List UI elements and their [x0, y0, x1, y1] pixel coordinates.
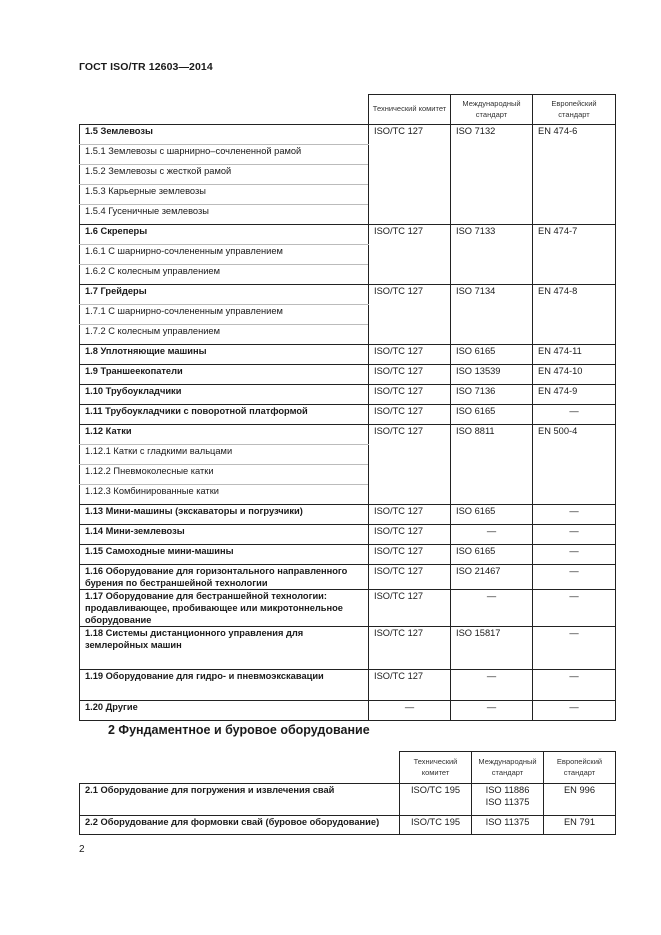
european-standard-cell: — [533, 627, 616, 670]
international-standard-cell: ISO 6165 [451, 345, 533, 365]
international-standard-cell: ISO 7134 [451, 285, 533, 345]
international-standard-cell: — [451, 670, 533, 701]
column-header-committee: Технический комитет [369, 95, 451, 125]
european-standard-cell: — [533, 545, 616, 565]
equipment-table-1 [79, 94, 616, 721]
international-standard-cell: — [451, 701, 533, 721]
table-row [80, 125, 616, 145]
row-subtitle: 1.5.3 Карьерные землевозы [80, 185, 369, 205]
committee-cell: ISO/TC 127 [369, 627, 451, 670]
row-subtitle: 1.5.4 Гусеничные землевозы [80, 205, 369, 225]
row-subtitle: 1.6.1 С шарнирно-сочлененным управлением [80, 245, 369, 265]
committee-cell: ISO/TC 127 [369, 365, 451, 385]
european-standard-cell: EN 791 [544, 816, 616, 835]
european-standard-cell: EN 474-8 [533, 285, 616, 345]
committee-cell: ISO/TC 127 [369, 405, 451, 425]
committee-cell: ISO/TC 127 [369, 225, 451, 285]
international-standard-cell: ISO 7136 [451, 385, 533, 405]
equipment-table-2 [79, 751, 616, 835]
european-standard-cell: EN 996 [544, 784, 616, 816]
european-standard-cell: — [533, 590, 616, 627]
row-title: 1.8 Уплотняющие машины [80, 345, 369, 365]
european-standard-cell: EN 474-11 [533, 345, 616, 365]
european-standard-cell: — [533, 565, 616, 590]
header-blank-cell [80, 752, 400, 784]
european-standard-cell: EN 474-9 [533, 385, 616, 405]
section-2-title: 2 Фундаментное и буровое оборудование [108, 723, 370, 737]
international-standard-cell: ISO 7133 [451, 225, 533, 285]
european-standard-cell: — [533, 405, 616, 425]
european-standard-cell: EN 474-6 [533, 125, 616, 225]
row-title: 1.5 Землевозы [80, 125, 369, 145]
international-standard-cell: ISO 6165 [451, 405, 533, 425]
standard-code: ISO 11886 [485, 785, 530, 795]
table-row [80, 505, 616, 525]
international-standard-cell: ISO 6165 [451, 545, 533, 565]
table-row [80, 425, 616, 445]
table-row [80, 345, 616, 365]
table-row [80, 784, 616, 816]
committee-cell: ISO/TC 127 [369, 670, 451, 701]
row-title: 1.20 Другие [80, 701, 369, 721]
page-number: 2 [79, 844, 85, 855]
committee-cell: ISO/TC 127 [369, 565, 451, 590]
table-row [80, 565, 616, 590]
row-title: 1.6 Скреперы [80, 225, 369, 245]
table-row [80, 285, 616, 305]
row-title: 1.13 Мини-машины (экскаваторы и погрузчики) [80, 505, 369, 525]
row-title: 1.16 Оборудование для горизонтального направленного бурения по бестраншейной технологии [80, 565, 369, 590]
row-title: 1.17 Оборудование для бестраншейной технологии: продавливающее, пробивающее или микротоннельное оборудование [80, 590, 369, 627]
table-row [80, 816, 616, 835]
header-blank-cell [80, 95, 369, 125]
row-title: 1.10 Трубоукладчики [80, 385, 369, 405]
document-header: ГОСТ ISO/TR 12603—2014 [79, 61, 213, 73]
committee-cell: ISO/TC 127 [369, 385, 451, 405]
international-standard-cell [472, 784, 544, 816]
european-standard-cell: — [533, 701, 616, 721]
committee-cell: ISO/TC 195 [400, 816, 472, 835]
row-title: 1.12 Катки [80, 425, 369, 445]
standard-code: ISO 11375 [485, 797, 530, 807]
row-title: 1.11 Трубоукладчики с поворотной платформой [80, 405, 369, 425]
column-header-international-standard: Международный стандарт [451, 95, 533, 125]
international-standard-cell: — [451, 590, 533, 627]
committee-cell: ISO/TC 127 [369, 505, 451, 525]
european-standard-cell: — [533, 670, 616, 701]
table-row [80, 545, 616, 565]
committee-cell: — [369, 701, 451, 721]
row-title: 2.1 Оборудование для погружения и извлечения свай [80, 784, 400, 816]
row-title: 1.9 Траншеекопатели [80, 365, 369, 385]
international-standard-cell: ISO 21467 [451, 565, 533, 590]
row-title: 1.14 Мини-землевозы [80, 525, 369, 545]
international-standard-cell: ISO 8811 [451, 425, 533, 505]
table-row [80, 525, 616, 545]
international-standard-cell: ISO 6165 [451, 505, 533, 525]
column-header-international-standard: Международный стандарт [472, 752, 544, 784]
committee-cell: ISO/TC 127 [369, 285, 451, 345]
table-row [80, 670, 616, 701]
row-subtitle: 1.5.1 Землевозы с шарнирно–сочлененной рамой [80, 145, 369, 165]
table-header-row [80, 752, 616, 784]
row-subtitle: 1.5.2 Землевозы с жесткой рамой [80, 165, 369, 185]
committee-cell: ISO/TC 127 [369, 345, 451, 365]
row-title: 1.15 Самоходные мини-машины [80, 545, 369, 565]
column-header-european-standard: Европейский стандарт [544, 752, 616, 784]
european-standard-cell: — [533, 505, 616, 525]
row-title: 1.7 Грейдеры [80, 285, 369, 305]
row-title: 1.19 Оборудование для гидро- и пневмоэкскавации [80, 670, 369, 701]
table-row [80, 701, 616, 721]
committee-cell: ISO/TC 127 [369, 525, 451, 545]
table-row [80, 590, 616, 627]
committee-cell: ISO/TC 127 [369, 125, 451, 225]
row-subtitle: 1.12.2 Пневмоколесные катки [80, 465, 369, 485]
international-standard-cell: ISO 15817 [451, 627, 533, 670]
table-row [80, 405, 616, 425]
committee-cell: ISO/TC 127 [369, 590, 451, 627]
row-subtitle: 1.6.2 С колесным управлением [80, 265, 369, 285]
table-row [80, 225, 616, 245]
table-header-row [80, 95, 616, 125]
table-row [80, 365, 616, 385]
european-standard-cell: — [533, 525, 616, 545]
international-standard-cell [472, 816, 544, 835]
column-header-european-standard: Европейский стандарт [533, 95, 616, 125]
international-standard-cell: — [451, 525, 533, 545]
international-standard-cell: ISO 13539 [451, 365, 533, 385]
table-row [80, 627, 616, 670]
international-standard-cell: ISO 7132 [451, 125, 533, 225]
committee-cell: ISO/TC 195 [400, 784, 472, 816]
standard-code: ISO 11375 [485, 817, 530, 827]
row-title: 2.2 Оборудование для формовки свай (буровое оборудование) [80, 816, 400, 835]
committee-cell: ISO/TC 127 [369, 545, 451, 565]
row-subtitle: 1.12.3 Комбинированные катки [80, 485, 369, 505]
table-row [80, 385, 616, 405]
committee-cell: ISO/TC 127 [369, 425, 451, 505]
column-header-committee: Технический комитет [400, 752, 472, 784]
row-subtitle: 1.12.1 Катки с гладкими вальцами [80, 445, 369, 465]
row-title: 1.18 Системы дистанционного управления для землеройных машин [80, 627, 369, 670]
row-subtitle: 1.7.1 С шарнирно-сочлененным управлением [80, 305, 369, 325]
european-standard-cell: EN 500-4 [533, 425, 616, 505]
european-standard-cell: EN 474-7 [533, 225, 616, 285]
european-standard-cell: EN 474-10 [533, 365, 616, 385]
row-subtitle: 1.7.2 С колесным управлением [80, 325, 369, 345]
